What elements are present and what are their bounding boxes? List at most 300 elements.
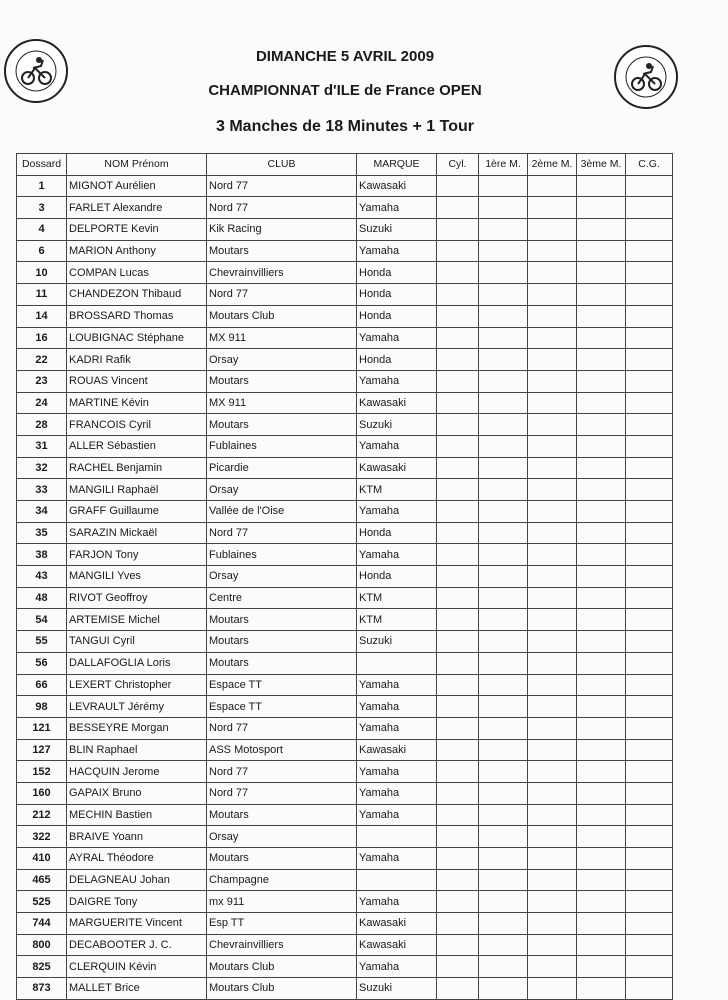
dossard-cell: 322 <box>17 826 67 848</box>
brand-cell: Kawasaki <box>357 913 437 935</box>
cyl-cell <box>437 197 479 219</box>
classement-cell <box>626 761 673 783</box>
manche-2-cell <box>528 284 577 306</box>
club-cell: Nord 77 <box>207 761 357 783</box>
classement-cell <box>626 305 673 327</box>
manche-1-cell <box>479 457 528 479</box>
cyl-cell <box>437 609 479 631</box>
manche-3-cell <box>577 501 626 523</box>
classement-cell <box>626 804 673 826</box>
classement-cell <box>626 349 673 371</box>
dossard-cell: 16 <box>17 327 67 349</box>
name-cell: BLIN Raphael <box>67 739 207 761</box>
cyl-cell <box>437 891 479 913</box>
name-cell: DALLAFOGLIA Loris <box>67 652 207 674</box>
classement-cell <box>626 782 673 804</box>
club-cell: Moutars <box>207 631 357 653</box>
column-header-manche-3: 3ème M. <box>577 154 626 176</box>
cyl-cell <box>437 435 479 457</box>
dossard-cell: 54 <box>17 609 67 631</box>
manche-1-cell <box>479 501 528 523</box>
club-cell: Moutars <box>207 370 357 392</box>
dossard-cell: 43 <box>17 566 67 588</box>
dossard-cell: 56 <box>17 652 67 674</box>
manche-3-cell <box>577 891 626 913</box>
brand-cell: Yamaha <box>357 240 437 262</box>
classement-cell <box>626 587 673 609</box>
classement-cell <box>626 826 673 848</box>
manche-3-cell <box>577 696 626 718</box>
cyl-cell <box>437 219 479 241</box>
manche-1-cell <box>479 435 528 457</box>
race-format: 3 Manches de 18 Minutes + 1 Tour <box>216 118 474 135</box>
cyl-cell <box>437 978 479 1000</box>
manche-3-cell <box>577 978 626 1000</box>
classement-cell <box>626 457 673 479</box>
manche-1-cell <box>479 804 528 826</box>
manche-2-cell <box>528 370 577 392</box>
manche-2-cell <box>528 934 577 956</box>
manche-2-cell <box>528 457 577 479</box>
classement-cell <box>626 327 673 349</box>
manche-1-cell <box>479 544 528 566</box>
manche-2-cell <box>528 826 577 848</box>
manche-3-cell <box>577 262 626 284</box>
championship-title: CHAMPIONNAT d'ILE de France OPEN <box>208 82 482 99</box>
manche-3-cell <box>577 349 626 371</box>
cyl-cell <box>437 869 479 891</box>
manche-2-cell <box>528 175 577 197</box>
manche-3-cell <box>577 631 626 653</box>
table-row <box>17 435 673 457</box>
brand-cell: Honda <box>357 349 437 371</box>
classement-cell <box>626 219 673 241</box>
manche-2-cell <box>528 262 577 284</box>
name-cell: MARTINE Kévin <box>67 392 207 414</box>
cyl-cell <box>437 544 479 566</box>
manche-1-cell <box>479 219 528 241</box>
manche-3-cell <box>577 175 626 197</box>
manche-1-cell <box>479 522 528 544</box>
table-row <box>17 522 673 544</box>
classement-cell <box>626 501 673 523</box>
manche-1-cell <box>479 739 528 761</box>
club-cell: Orsay <box>207 479 357 501</box>
column-header-manche-1: 1ère M. <box>479 154 528 176</box>
table-row <box>17 804 673 826</box>
club-cell: Nord 77 <box>207 197 357 219</box>
brand-cell: Yamaha <box>357 761 437 783</box>
brand-cell: Kawasaki <box>357 934 437 956</box>
name-cell: LOUBIGNAC Stéphane <box>67 327 207 349</box>
table-row <box>17 739 673 761</box>
manche-3-cell <box>577 913 626 935</box>
manche-3-cell <box>577 370 626 392</box>
manche-1-cell <box>479 392 528 414</box>
classement-cell <box>626 652 673 674</box>
dossard-cell: 160 <box>17 782 67 804</box>
name-cell: DECABOOTER J. C. <box>67 934 207 956</box>
name-cell: RIVOT Geoffroy <box>67 587 207 609</box>
dossard-cell: 873 <box>17 978 67 1000</box>
brand-cell: Yamaha <box>357 327 437 349</box>
manche-1-cell <box>479 479 528 501</box>
dossard-cell: 212 <box>17 804 67 826</box>
column-header-nom: NOM Prénom <box>67 154 207 176</box>
brand-cell: Kawasaki <box>357 175 437 197</box>
name-cell: DELPORTE Kevin <box>67 219 207 241</box>
club-cell: Orsay <box>207 566 357 588</box>
manche-3-cell <box>577 934 626 956</box>
brand-cell: Honda <box>357 284 437 306</box>
classement-cell <box>626 631 673 653</box>
manche-2-cell <box>528 631 577 653</box>
manche-1-cell <box>479 262 528 284</box>
cyl-cell <box>437 696 479 718</box>
brand-cell: Yamaha <box>357 891 437 913</box>
classement-cell <box>626 696 673 718</box>
brand-cell: Yamaha <box>357 696 437 718</box>
cyl-cell <box>437 522 479 544</box>
brand-cell: Yamaha <box>357 544 437 566</box>
table-row <box>17 262 673 284</box>
name-cell: MECHIN Bastien <box>67 804 207 826</box>
club-cell: Fublaines <box>207 544 357 566</box>
club-cell: Nord 77 <box>207 717 357 739</box>
table-row <box>17 978 673 1000</box>
manche-2-cell <box>528 522 577 544</box>
name-cell: COMPAN Lucas <box>67 262 207 284</box>
dossard-cell: 410 <box>17 848 67 870</box>
classement-cell <box>626 435 673 457</box>
name-cell: LEXERT Christopher <box>67 674 207 696</box>
event-date: DIMANCHE 5 AVRIL 2009 <box>255 48 435 65</box>
manche-1-cell <box>479 240 528 262</box>
table-row <box>17 587 673 609</box>
entry-list-table <box>16 153 673 1000</box>
club-cell: Champagne <box>207 869 357 891</box>
brand-cell: Suzuki <box>357 631 437 653</box>
manche-1-cell <box>479 717 528 739</box>
manche-3-cell <box>577 826 626 848</box>
manche-2-cell <box>528 479 577 501</box>
manche-1-cell <box>479 370 528 392</box>
manche-1-cell <box>479 913 528 935</box>
name-cell: BESSEYRE Morgan <box>67 717 207 739</box>
manche-1-cell <box>479 197 528 219</box>
dossard-cell: 525 <box>17 891 67 913</box>
brand-cell: KTM <box>357 479 437 501</box>
dossard-cell: 22 <box>17 349 67 371</box>
classement-cell <box>626 674 673 696</box>
table-row <box>17 696 673 718</box>
table-row <box>17 305 673 327</box>
classement-cell <box>626 956 673 978</box>
moto-club-logo-right <box>613 44 679 110</box>
name-cell: FARJON Tony <box>67 544 207 566</box>
manche-2-cell <box>528 609 577 631</box>
manche-3-cell <box>577 479 626 501</box>
classement-cell <box>626 609 673 631</box>
table-row <box>17 934 673 956</box>
club-cell: Orsay <box>207 349 357 371</box>
club-cell: Nord 77 <box>207 522 357 544</box>
manche-1-cell <box>479 848 528 870</box>
table-row <box>17 631 673 653</box>
brand-cell: Honda <box>357 305 437 327</box>
manche-2-cell <box>528 587 577 609</box>
table-row <box>17 674 673 696</box>
manche-1-cell <box>479 891 528 913</box>
brand-cell: Yamaha <box>357 674 437 696</box>
manche-3-cell <box>577 609 626 631</box>
table-row <box>17 414 673 436</box>
club-cell: Moutars <box>207 848 357 870</box>
name-cell: FRANCOIS Cyril <box>67 414 207 436</box>
cyl-cell <box>437 305 479 327</box>
dossard-cell: 744 <box>17 913 67 935</box>
brand-cell: Yamaha <box>357 370 437 392</box>
classement-cell <box>626 414 673 436</box>
manche-1-cell <box>479 327 528 349</box>
table-row <box>17 501 673 523</box>
dossard-cell: 48 <box>17 587 67 609</box>
cyl-cell <box>437 392 479 414</box>
manche-1-cell <box>479 566 528 588</box>
name-cell: MARGUERITE Vincent <box>67 913 207 935</box>
brand-cell: Yamaha <box>357 501 437 523</box>
name-cell: GAPAIX Bruno <box>67 782 207 804</box>
manche-2-cell <box>528 305 577 327</box>
cyl-cell <box>437 175 479 197</box>
manche-2-cell <box>528 219 577 241</box>
manche-2-cell <box>528 566 577 588</box>
dossard-cell: 3 <box>17 197 67 219</box>
table-row <box>17 761 673 783</box>
club-cell: Espace TT <box>207 674 357 696</box>
club-cell: MX 911 <box>207 327 357 349</box>
brand-cell: Kawasaki <box>357 739 437 761</box>
cyl-cell <box>437 913 479 935</box>
name-cell: BRAIVE Yoann <box>67 826 207 848</box>
brand-cell: Yamaha <box>357 197 437 219</box>
name-cell: CHANDEZON Thibaud <box>67 284 207 306</box>
manche-1-cell <box>479 609 528 631</box>
column-header-manche-2: 2ème M. <box>528 154 577 176</box>
name-cell: KADRI Rafik <box>67 349 207 371</box>
classement-cell <box>626 891 673 913</box>
manche-2-cell <box>528 848 577 870</box>
dossard-cell: 66 <box>17 674 67 696</box>
club-cell: Orsay <box>207 826 357 848</box>
manche-2-cell <box>528 956 577 978</box>
dossard-cell: 31 <box>17 435 67 457</box>
manche-3-cell <box>577 284 626 306</box>
manche-3-cell <box>577 240 626 262</box>
club-cell: mx 911 <box>207 891 357 913</box>
brand-cell: Yamaha <box>357 435 437 457</box>
name-cell: AYRAL Théodore <box>67 848 207 870</box>
manche-3-cell <box>577 197 626 219</box>
cyl-cell <box>437 934 479 956</box>
table-row <box>17 457 673 479</box>
manche-1-cell <box>479 631 528 653</box>
cyl-cell <box>437 414 479 436</box>
column-header-cyl: Cyl. <box>437 154 479 176</box>
manche-2-cell <box>528 869 577 891</box>
cyl-cell <box>437 652 479 674</box>
name-cell: MARION Anthony <box>67 240 207 262</box>
manche-2-cell <box>528 717 577 739</box>
classement-cell <box>626 934 673 956</box>
manche-3-cell <box>577 522 626 544</box>
table-row <box>17 826 673 848</box>
classement-cell <box>626 370 673 392</box>
dossard-cell: 1 <box>17 175 67 197</box>
brand-cell: Yamaha <box>357 956 437 978</box>
cyl-cell <box>437 631 479 653</box>
dossard-cell: 10 <box>17 262 67 284</box>
manche-1-cell <box>479 652 528 674</box>
table-row <box>17 717 673 739</box>
manche-3-cell <box>577 435 626 457</box>
dossard-cell: 465 <box>17 869 67 891</box>
table-row <box>17 479 673 501</box>
cyl-cell <box>437 501 479 523</box>
classement-cell <box>626 240 673 262</box>
manche-2-cell <box>528 435 577 457</box>
dossard-cell: 34 <box>17 501 67 523</box>
club-cell: Moutars <box>207 652 357 674</box>
cyl-cell <box>437 587 479 609</box>
manche-3-cell <box>577 652 626 674</box>
brand-cell: Suzuki <box>357 219 437 241</box>
name-cell: GRAFF Guillaume <box>67 501 207 523</box>
classement-cell <box>626 479 673 501</box>
manche-3-cell <box>577 804 626 826</box>
dossard-cell: 23 <box>17 370 67 392</box>
manche-2-cell <box>528 978 577 1000</box>
club-cell: Chevrainvilliers <box>207 934 357 956</box>
table-row <box>17 652 673 674</box>
name-cell: BROSSARD Thomas <box>67 305 207 327</box>
brand-cell: KTM <box>357 587 437 609</box>
manche-1-cell <box>479 956 528 978</box>
brand-cell: Kawasaki <box>357 457 437 479</box>
club-cell: Fublaines <box>207 435 357 457</box>
manche-1-cell <box>479 284 528 306</box>
brand-cell: Honda <box>357 566 437 588</box>
classement-cell <box>626 392 673 414</box>
name-cell: ROUAS Vincent <box>67 370 207 392</box>
manche-2-cell <box>528 240 577 262</box>
manche-3-cell <box>577 392 626 414</box>
manche-3-cell <box>577 457 626 479</box>
manche-2-cell <box>528 891 577 913</box>
name-cell: FARLET Alexandre <box>67 197 207 219</box>
manche-3-cell <box>577 305 626 327</box>
classement-cell <box>626 848 673 870</box>
brand-cell: Yamaha <box>357 804 437 826</box>
column-header-marque: MARQUE <box>357 154 437 176</box>
cyl-cell <box>437 804 479 826</box>
cyl-cell <box>437 782 479 804</box>
table-row <box>17 544 673 566</box>
club-cell: Espace TT <box>207 696 357 718</box>
club-cell: Nord 77 <box>207 284 357 306</box>
classement-cell <box>626 739 673 761</box>
manche-2-cell <box>528 414 577 436</box>
dossard-cell: 6 <box>17 240 67 262</box>
manche-1-cell <box>479 696 528 718</box>
club-cell: Moutars <box>207 609 357 631</box>
manche-2-cell <box>528 544 577 566</box>
dossard-cell: 11 <box>17 284 67 306</box>
classement-cell <box>626 566 673 588</box>
manche-2-cell <box>528 913 577 935</box>
cyl-cell <box>437 848 479 870</box>
manche-2-cell <box>528 761 577 783</box>
cyl-cell <box>437 262 479 284</box>
manche-1-cell <box>479 175 528 197</box>
table-row <box>17 566 673 588</box>
name-cell: LEVRAULT Jérémy <box>67 696 207 718</box>
name-cell: MALLET Brice <box>67 978 207 1000</box>
dossard-cell: 4 <box>17 219 67 241</box>
cyl-cell <box>437 240 479 262</box>
dossard-cell: 35 <box>17 522 67 544</box>
club-cell: Moutars <box>207 804 357 826</box>
table-row <box>17 327 673 349</box>
dossard-cell: 38 <box>17 544 67 566</box>
club-cell: Moutars Club <box>207 978 357 1000</box>
manche-2-cell <box>528 501 577 523</box>
manche-3-cell <box>577 566 626 588</box>
manche-2-cell <box>528 696 577 718</box>
manche-2-cell <box>528 782 577 804</box>
table-row <box>17 175 673 197</box>
classement-cell <box>626 522 673 544</box>
table-row <box>17 392 673 414</box>
dossard-cell: 127 <box>17 739 67 761</box>
column-header-dossard: Dossard <box>17 154 67 176</box>
name-cell: CLERQUIN Kévin <box>67 956 207 978</box>
manche-1-cell <box>479 761 528 783</box>
table-row <box>17 197 673 219</box>
brand-cell: Kawasaki <box>357 392 437 414</box>
name-cell: ALLER Sébastien <box>67 435 207 457</box>
name-cell: DELAGNEAU Johan <box>67 869 207 891</box>
club-cell: MX 911 <box>207 392 357 414</box>
cyl-cell <box>437 739 479 761</box>
table-row <box>17 848 673 870</box>
classement-cell <box>626 978 673 1000</box>
manche-1-cell <box>479 349 528 371</box>
cyl-cell <box>437 674 479 696</box>
dossard-cell: 32 <box>17 457 67 479</box>
table-header-row <box>17 154 673 176</box>
name-cell: RACHEL Benjamin <box>67 457 207 479</box>
moto-club-logo-left <box>3 38 69 104</box>
table-row <box>17 891 673 913</box>
dossard-cell: 24 <box>17 392 67 414</box>
club-cell: Centre <box>207 587 357 609</box>
brand-cell: Honda <box>357 522 437 544</box>
cyl-cell <box>437 370 479 392</box>
table-row <box>17 609 673 631</box>
club-cell: Esp TT <box>207 913 357 935</box>
name-cell: SARAZIN Mickaël <box>67 522 207 544</box>
